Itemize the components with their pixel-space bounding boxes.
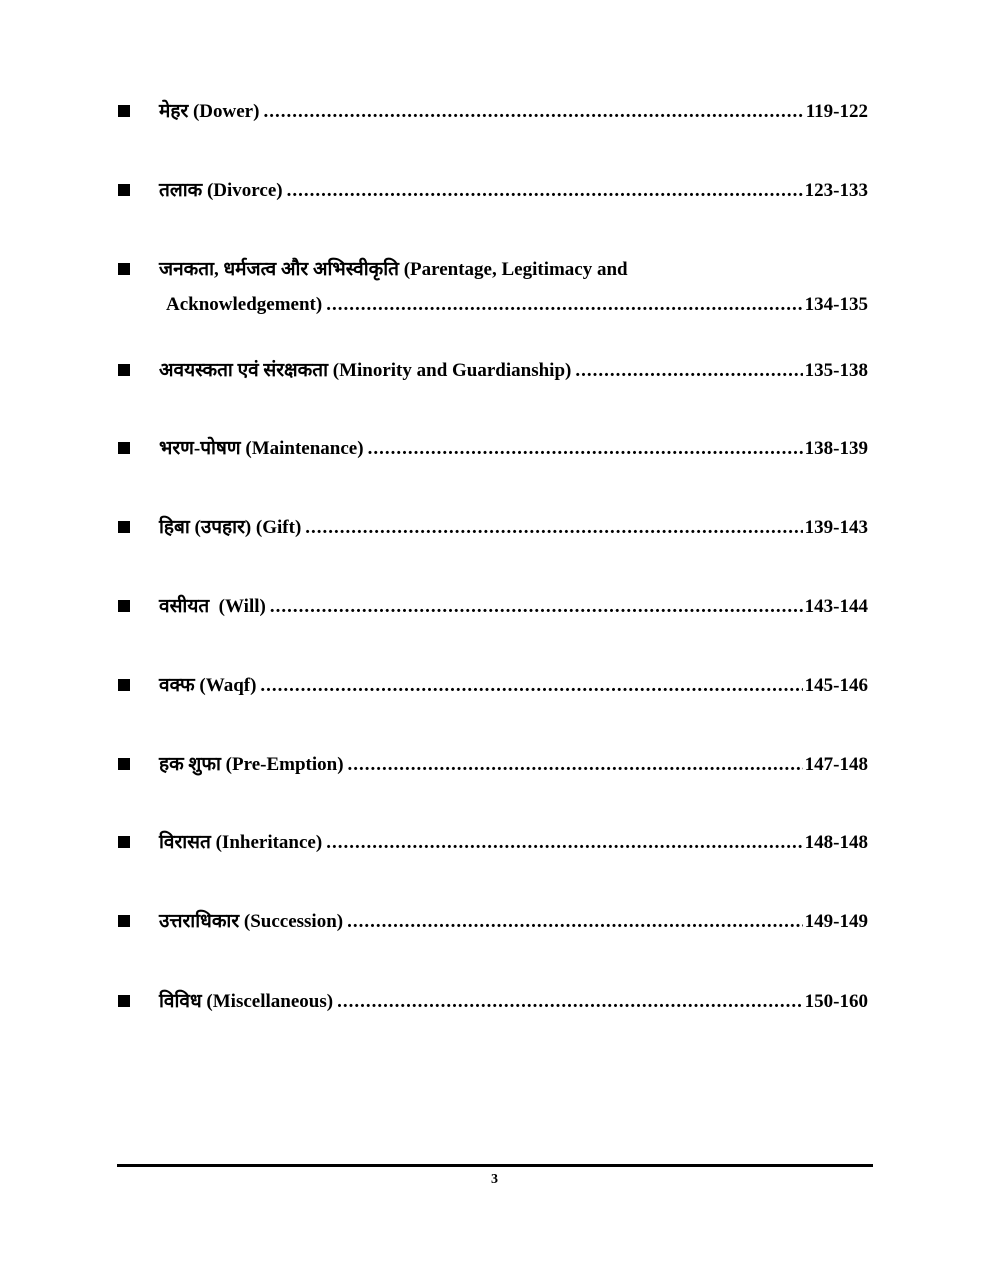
toc-entry-title: उत्तराधिकार (Succession) xyxy=(159,911,344,932)
toc-entry-dower[interactable] xyxy=(118,100,868,124)
footer-divider xyxy=(117,1164,873,1167)
square-bullet-icon xyxy=(118,521,130,533)
toc-entry-inheritance[interactable] xyxy=(118,831,868,855)
square-bullet-icon xyxy=(118,679,130,691)
toc-entry-miscellaneous[interactable] xyxy=(118,990,868,1014)
toc-entry-pages: 123-133 xyxy=(804,180,868,201)
toc-entry-succession[interactable] xyxy=(118,910,868,934)
toc-entry-gift[interactable] xyxy=(118,516,868,540)
square-bullet-icon xyxy=(118,915,130,927)
dot-leader xyxy=(575,359,802,383)
dot-leader xyxy=(263,100,803,124)
toc-entry-waqf[interactable] xyxy=(118,674,868,698)
dot-leader xyxy=(287,179,803,203)
toc-entry-title-line1: जनकता, धर्मजत्व और अभिस्वीकृति (Parentage, Legitimacy and xyxy=(159,259,628,280)
square-bullet-icon xyxy=(118,758,130,770)
toc-entry-title: वक्फ (Waqf) xyxy=(159,675,257,696)
toc-entry-maintenance[interactable] xyxy=(118,437,868,461)
toc-entry-title: हिबा (उपहार) (Gift) xyxy=(159,517,302,538)
toc-entry-pages: 135-138 xyxy=(804,360,868,381)
toc-entry-pages: 139-143 xyxy=(804,517,868,538)
dot-leader xyxy=(337,990,803,1014)
toc-entry-title: भरण-पोषण (Maintenance) xyxy=(159,438,364,459)
dot-leader xyxy=(348,753,803,777)
toc-entry-title: अवयस्कता एवं संरक्षकता (Minority and Guardianship) xyxy=(159,360,572,381)
square-bullet-icon xyxy=(118,364,130,376)
square-bullet-icon xyxy=(118,184,130,196)
toc-entry-pages: 147-148 xyxy=(804,754,868,775)
dot-leader xyxy=(260,674,802,698)
toc-entry-pages: 119-122 xyxy=(805,101,868,122)
square-bullet-icon xyxy=(118,600,130,612)
toc-entry-pages: 148-148 xyxy=(804,832,868,853)
toc-entry-will[interactable] xyxy=(118,595,868,619)
toc-entry-pages: 143-144 xyxy=(804,596,868,617)
dot-leader xyxy=(326,831,802,855)
toc-entry-divorce[interactable] xyxy=(118,179,868,203)
square-bullet-icon xyxy=(118,105,130,117)
dot-leader xyxy=(347,910,803,934)
toc-entry-title: विरासत (Inheritance) xyxy=(159,832,323,853)
toc-entry-title: तलाक (Divorce) xyxy=(159,180,283,201)
toc-entry-pre-emption[interactable] xyxy=(118,753,868,777)
square-bullet-icon xyxy=(118,836,130,848)
square-bullet-icon xyxy=(118,263,130,275)
toc-entry-pages: 150-160 xyxy=(804,991,868,1012)
toc-entry-pages: 134-135 xyxy=(804,294,868,315)
toc-entry-title-line2: Acknowledgement) xyxy=(166,294,323,315)
toc-entry-pages: 149-149 xyxy=(804,911,868,932)
toc-entry-title: हक शुफा (Pre-Emption) xyxy=(159,754,344,775)
dot-leader xyxy=(326,293,802,317)
toc-entry-minority[interactable] xyxy=(118,359,868,383)
dot-leader xyxy=(368,437,803,461)
dot-leader xyxy=(270,595,803,619)
square-bullet-icon xyxy=(118,995,130,1007)
square-bullet-icon xyxy=(118,442,130,454)
toc-entry-pages: 145-146 xyxy=(804,675,868,696)
toc-entry-parentage[interactable] xyxy=(118,258,868,317)
toc-entry-title: मेहर (Dower) xyxy=(159,101,260,122)
toc-entry-title: विविध (Miscellaneous) xyxy=(159,991,334,1012)
toc-entry-pages: 138-139 xyxy=(804,438,868,459)
dot-leader xyxy=(305,516,802,540)
page-number: 3 xyxy=(491,1172,498,1187)
toc-entry-title: वसीयत (Will) xyxy=(159,596,266,617)
